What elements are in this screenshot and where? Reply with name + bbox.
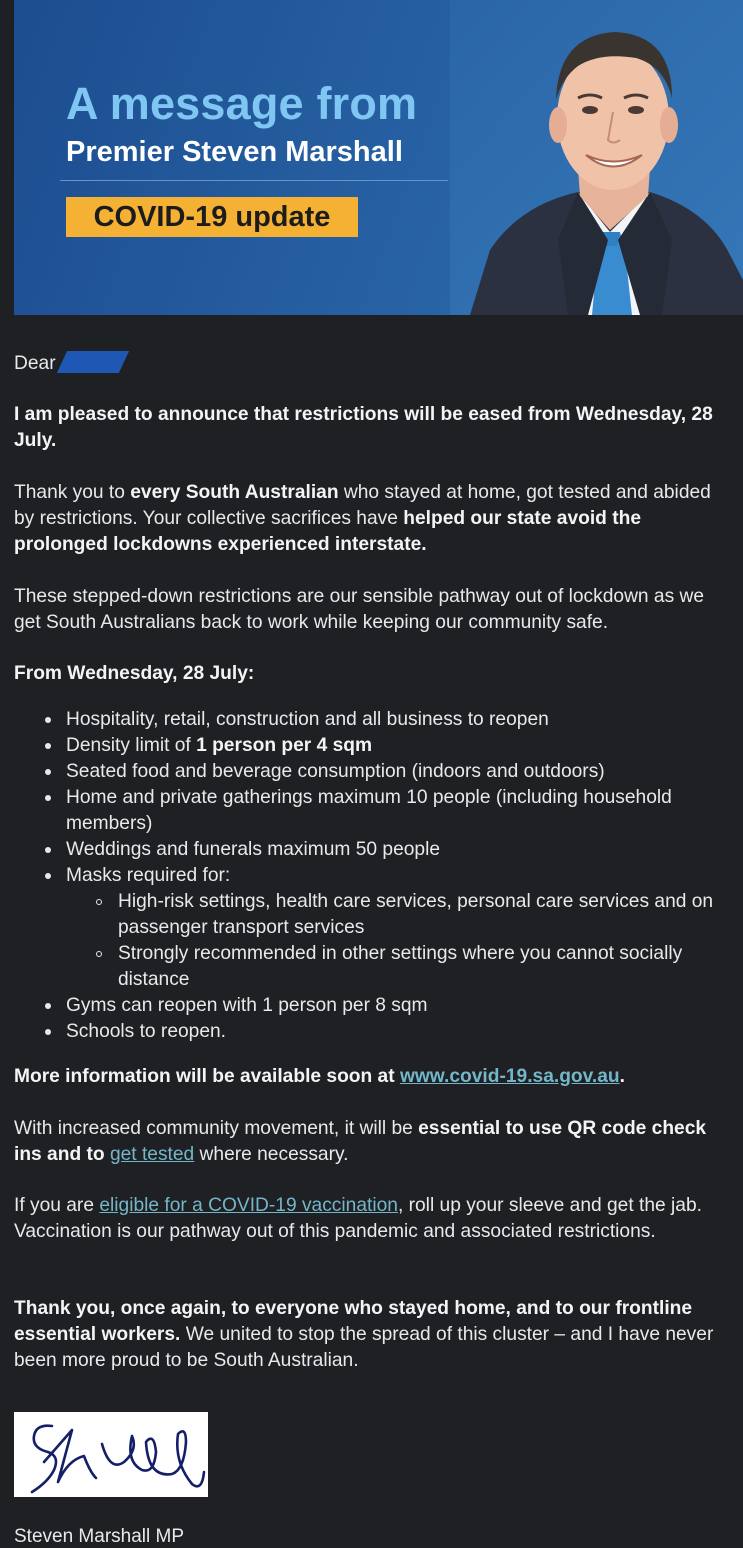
announcement-text: I am pleased to announce that restrictions will be eased from Wednesday, 28 July. bbox=[14, 404, 713, 451]
banner-subtitle: Premier Steven Marshall bbox=[66, 136, 403, 168]
greeting-text: Dear bbox=[14, 353, 56, 374]
vaccination-eligibility-link[interactable]: eligible for a COVID-19 vaccination bbox=[99, 1195, 398, 1216]
more-info-end: . bbox=[619, 1066, 625, 1087]
list-item: Weddings and funerals maximum 50 people bbox=[14, 837, 736, 863]
restrictions-list bbox=[14, 707, 736, 1045]
list-item: Home and private gatherings maximum 10 people (including household members) bbox=[14, 785, 736, 837]
thank-you-paragraph bbox=[14, 480, 736, 558]
list-item bbox=[14, 733, 736, 759]
banner-divider bbox=[60, 180, 448, 181]
closing-paragraph bbox=[14, 1296, 736, 1374]
closing-bold: Thank you, once again, to everyone who stayed home, and to our frontline essential workers. bbox=[14, 1298, 693, 1345]
announcement bbox=[14, 402, 736, 454]
get-tested-link[interactable]: get tested bbox=[109, 1144, 195, 1165]
signer-name: Steven Marshall MP bbox=[14, 1526, 185, 1547]
redacted-name bbox=[56, 351, 128, 373]
covid-update-badge: COVID-19 update bbox=[66, 197, 358, 237]
p1-text-a: Thank you to bbox=[14, 482, 131, 503]
more-info-paragraph bbox=[14, 1064, 736, 1090]
p1-bold-b: every South Australian bbox=[130, 482, 339, 503]
list-item: Schools to reopen. bbox=[14, 1019, 736, 1045]
list-item bbox=[14, 863, 736, 993]
list-heading-text: From Wednesday, 28 July: bbox=[14, 663, 255, 684]
masks-sublist bbox=[66, 889, 736, 993]
qr-bold-b: essential to use QR code check ins and to bbox=[14, 1118, 707, 1165]
list-item: Seated food and beverage consumption (indoors and outdoors) bbox=[14, 759, 736, 785]
qr-code-paragraph bbox=[14, 1116, 736, 1168]
closing-text: We united to stop the spread of this cluster – and I have never been more proud to be South Australian. bbox=[14, 1324, 714, 1371]
vaccination-paragraph bbox=[14, 1193, 736, 1245]
header-banner bbox=[14, 0, 743, 315]
list-item: Hospitality, retail, construction and all business to reopen bbox=[14, 707, 736, 733]
vacc-text-b: , roll up your sleeve and get the jab. Vaccination is our pathway out of this pandemic and associated restrictions. bbox=[14, 1195, 702, 1242]
signature-image bbox=[14, 1412, 208, 1497]
list-item-text: Density limit of bbox=[66, 735, 197, 756]
qr-text-c: where necessary. bbox=[194, 1144, 349, 1165]
banner-title: A message from bbox=[66, 78, 418, 129]
premier-portrait-image bbox=[450, 0, 743, 315]
covid-website-link[interactable]: www.covid-19.sa.gov.au bbox=[399, 1066, 620, 1087]
p1-text-c: who stayed at home, got tested and abided by restrictions. Your collective sacrifices have bbox=[14, 482, 711, 529]
qr-text-a: With increased community movement, it will be bbox=[14, 1118, 419, 1139]
greeting bbox=[14, 351, 124, 377]
sublist-item: High-risk settings, health care services, personal care services and on passenger transport services bbox=[66, 889, 736, 941]
vacc-text-a: If you are bbox=[14, 1195, 100, 1216]
list-heading bbox=[14, 661, 736, 687]
list-item-text: Masks required for: bbox=[66, 865, 231, 886]
more-info-text: More information will be available soon at bbox=[14, 1066, 400, 1087]
list-item: Gyms can reopen with 1 person per 8 sqm bbox=[14, 993, 736, 1019]
sublist-item: Strongly recommended in other settings where you cannot socially distance bbox=[66, 941, 736, 993]
p1-bold-d: helped our state avoid the prolonged lockdowns experienced interstate. bbox=[14, 508, 642, 555]
pathway-paragraph: These stepped-down restrictions are our sensible pathway out of lockdown as we get South Australians back to work while keeping our community safe. bbox=[14, 586, 705, 633]
list-item-bold: 1 person per 4 sqm bbox=[196, 735, 373, 756]
